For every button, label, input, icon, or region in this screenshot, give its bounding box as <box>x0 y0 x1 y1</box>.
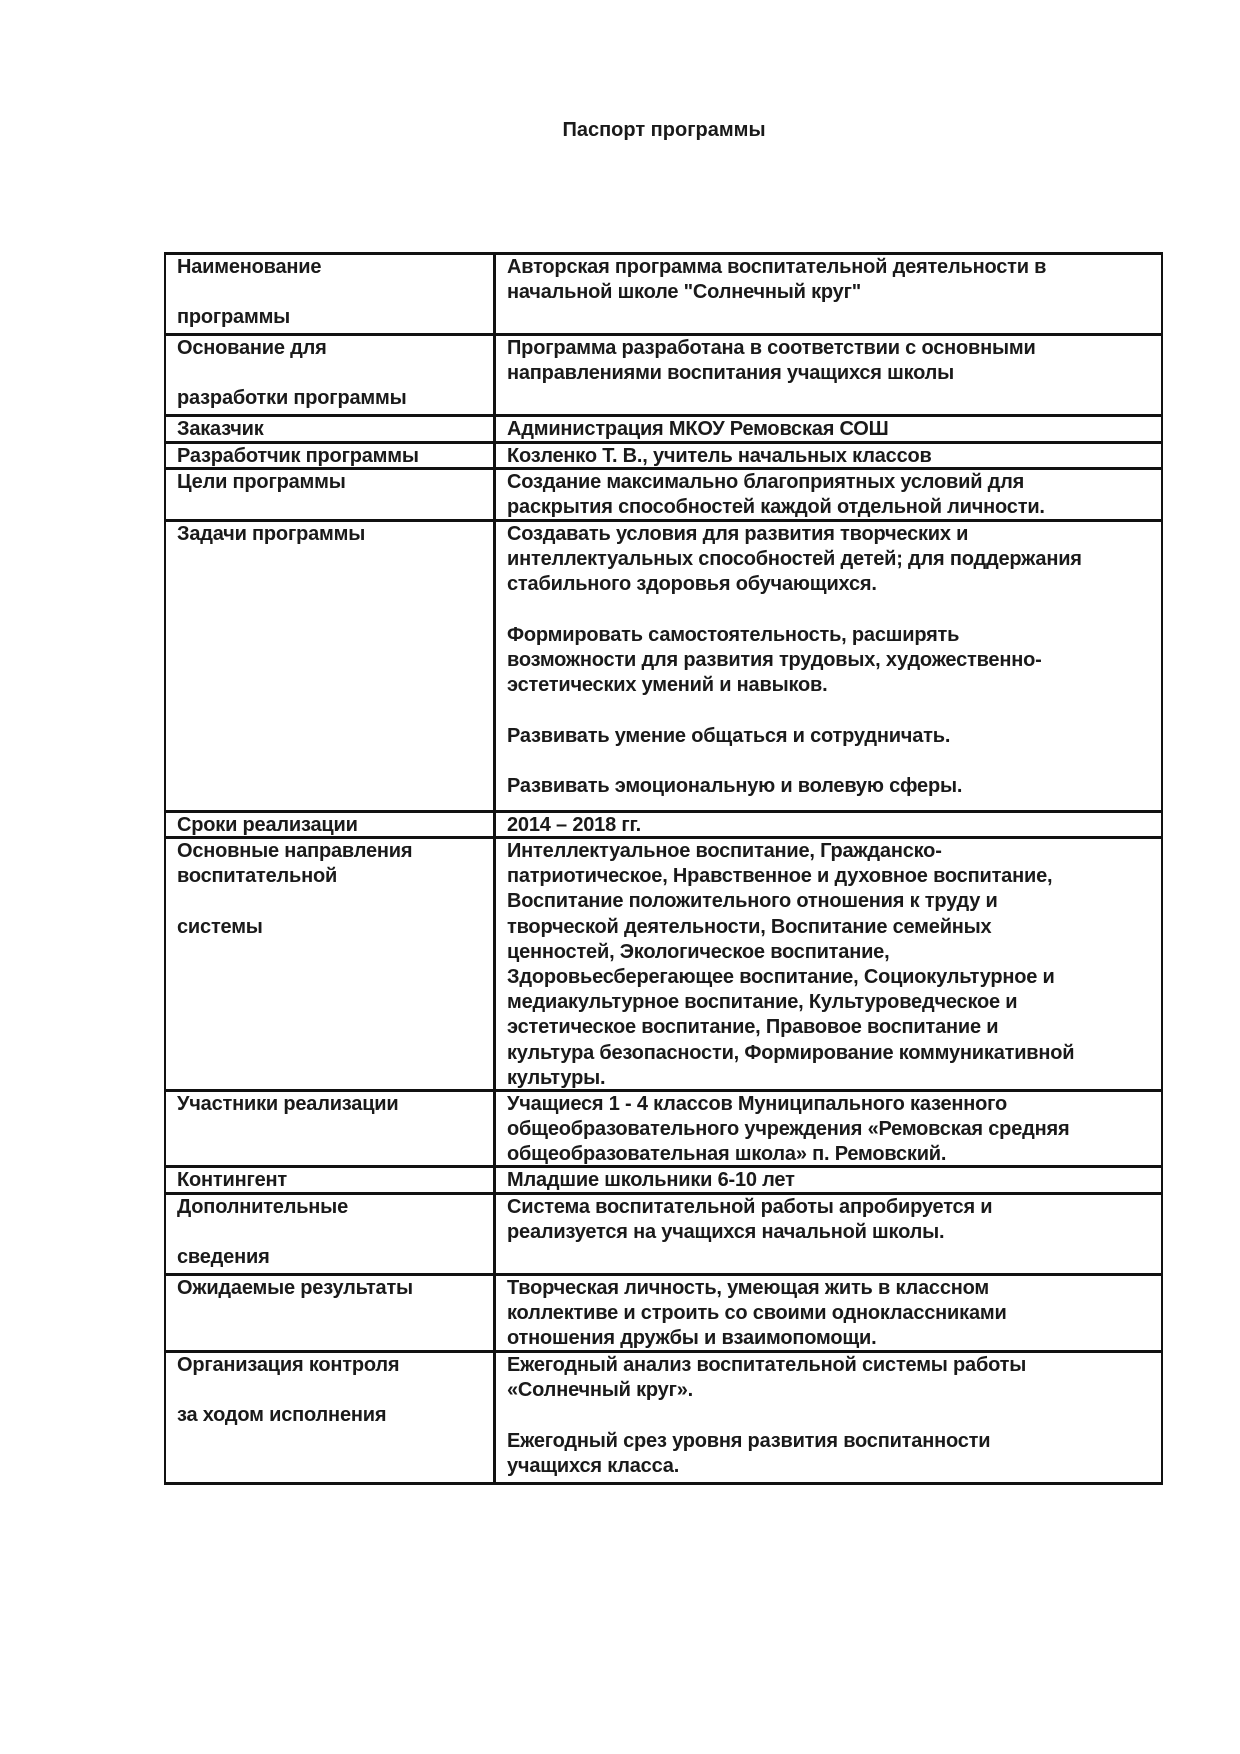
table-row <box>166 1353 1161 1482</box>
table-row <box>166 1092 1161 1168</box>
program-passport-table <box>164 252 1163 1485</box>
row-value: Младшие школьники 6-10 лет <box>507 1169 795 1191</box>
table-row <box>166 255 1161 336</box>
table-row <box>166 813 1161 839</box>
table-row <box>166 470 1161 522</box>
row-label: Участники реализации <box>166 1092 496 1165</box>
row-value: Создание максимально благоприятных условий для раскрытия способностей каждой отдельной личности. <box>507 471 1045 519</box>
row-value: 2014 – 2018 гг. <box>507 814 641 836</box>
row-label: Задачи программы <box>166 522 496 810</box>
table-row <box>166 839 1161 1092</box>
row-label: Разработчик программы <box>166 444 496 467</box>
row-value: Система воспитательной работы апробируется и реализуется на учащихся начальной школы. <box>507 1196 993 1244</box>
row-value: Создавать условия для развития творческих и интеллектуальных способностей детей; для поддержания стабильного здоровья обучающихся. Формировать самостоятельность, расширять возможности для развития трудовых, художественно- эстетических умений и навыков. Развивать умение общаться и сотрудничать. Развивать эмоциональную и волевую сферы. <box>507 523 1082 798</box>
row-value: Авторская программа воспитательной деятельности в начальной школе "Солнечный круг" <box>507 256 1047 304</box>
table-row <box>166 336 1161 417</box>
row-value: Ежегодный анализ воспитательной системы работы «Солнечный круг». Ежегодный срез уровня развития воспитанности учащихся класса. <box>507 1354 1027 1477</box>
row-label: Цели программы <box>166 470 496 519</box>
row-label: Ожидаемые результаты <box>166 1276 496 1350</box>
row-label: Наименование программы <box>166 255 496 333</box>
row-label: Основание для разработки программы <box>166 336 496 414</box>
row-label: Сроки реализации <box>166 813 496 836</box>
table-row <box>166 1195 1161 1276</box>
table-row <box>166 522 1161 813</box>
row-label: Контингент <box>166 1168 496 1192</box>
row-value: Интеллектуальное воспитание, Гражданско- патриотическое, Нравственное и духовное воспитание, Воспитание положительного отношения к труду и творческой деятельности, Воспитание семейных ценностей, Экологическое воспитание, Здоровьесберегающее воспитание, Социокультурное и медиакультурное воспитание, Культуроведческое и эстетическое воспитание, Правовое воспитание и культура безопасности, Формирование коммуникативной культуры. <box>507 840 1075 1089</box>
row-label: Организация контроля за ходом исполнения <box>166 1353 496 1482</box>
row-label: Основные направления воспитательной системы <box>166 839 496 1089</box>
table-row <box>166 1276 1161 1353</box>
row-value: Творческая личность, умеющая жить в классном коллективе и строить со своими одноклассниками отношения дружбы и взаимопомощи. <box>507 1277 1007 1350</box>
table-row <box>166 444 1161 470</box>
row-value: Учащиеся 1 - 4 классов Муниципального казенного общеобразовательного учреждения «Ремовская средняя общеобразовательная школа» п. Ремовский. <box>507 1093 1070 1166</box>
row-value: Программа разработана в соответствии с основными направлениями воспитания учащихся школы <box>507 337 1036 385</box>
row-label: Заказчик <box>166 417 496 441</box>
row-value: Администрация МКОУ Ремовская СОШ <box>507 418 889 440</box>
table-row <box>166 1168 1161 1195</box>
row-value: Козленко Т. В., учитель начальных классов <box>507 445 932 467</box>
row-label: Дополнительные сведения <box>166 1195 496 1273</box>
document-title: Паспорт программы <box>562 119 766 141</box>
table-row <box>166 417 1161 444</box>
